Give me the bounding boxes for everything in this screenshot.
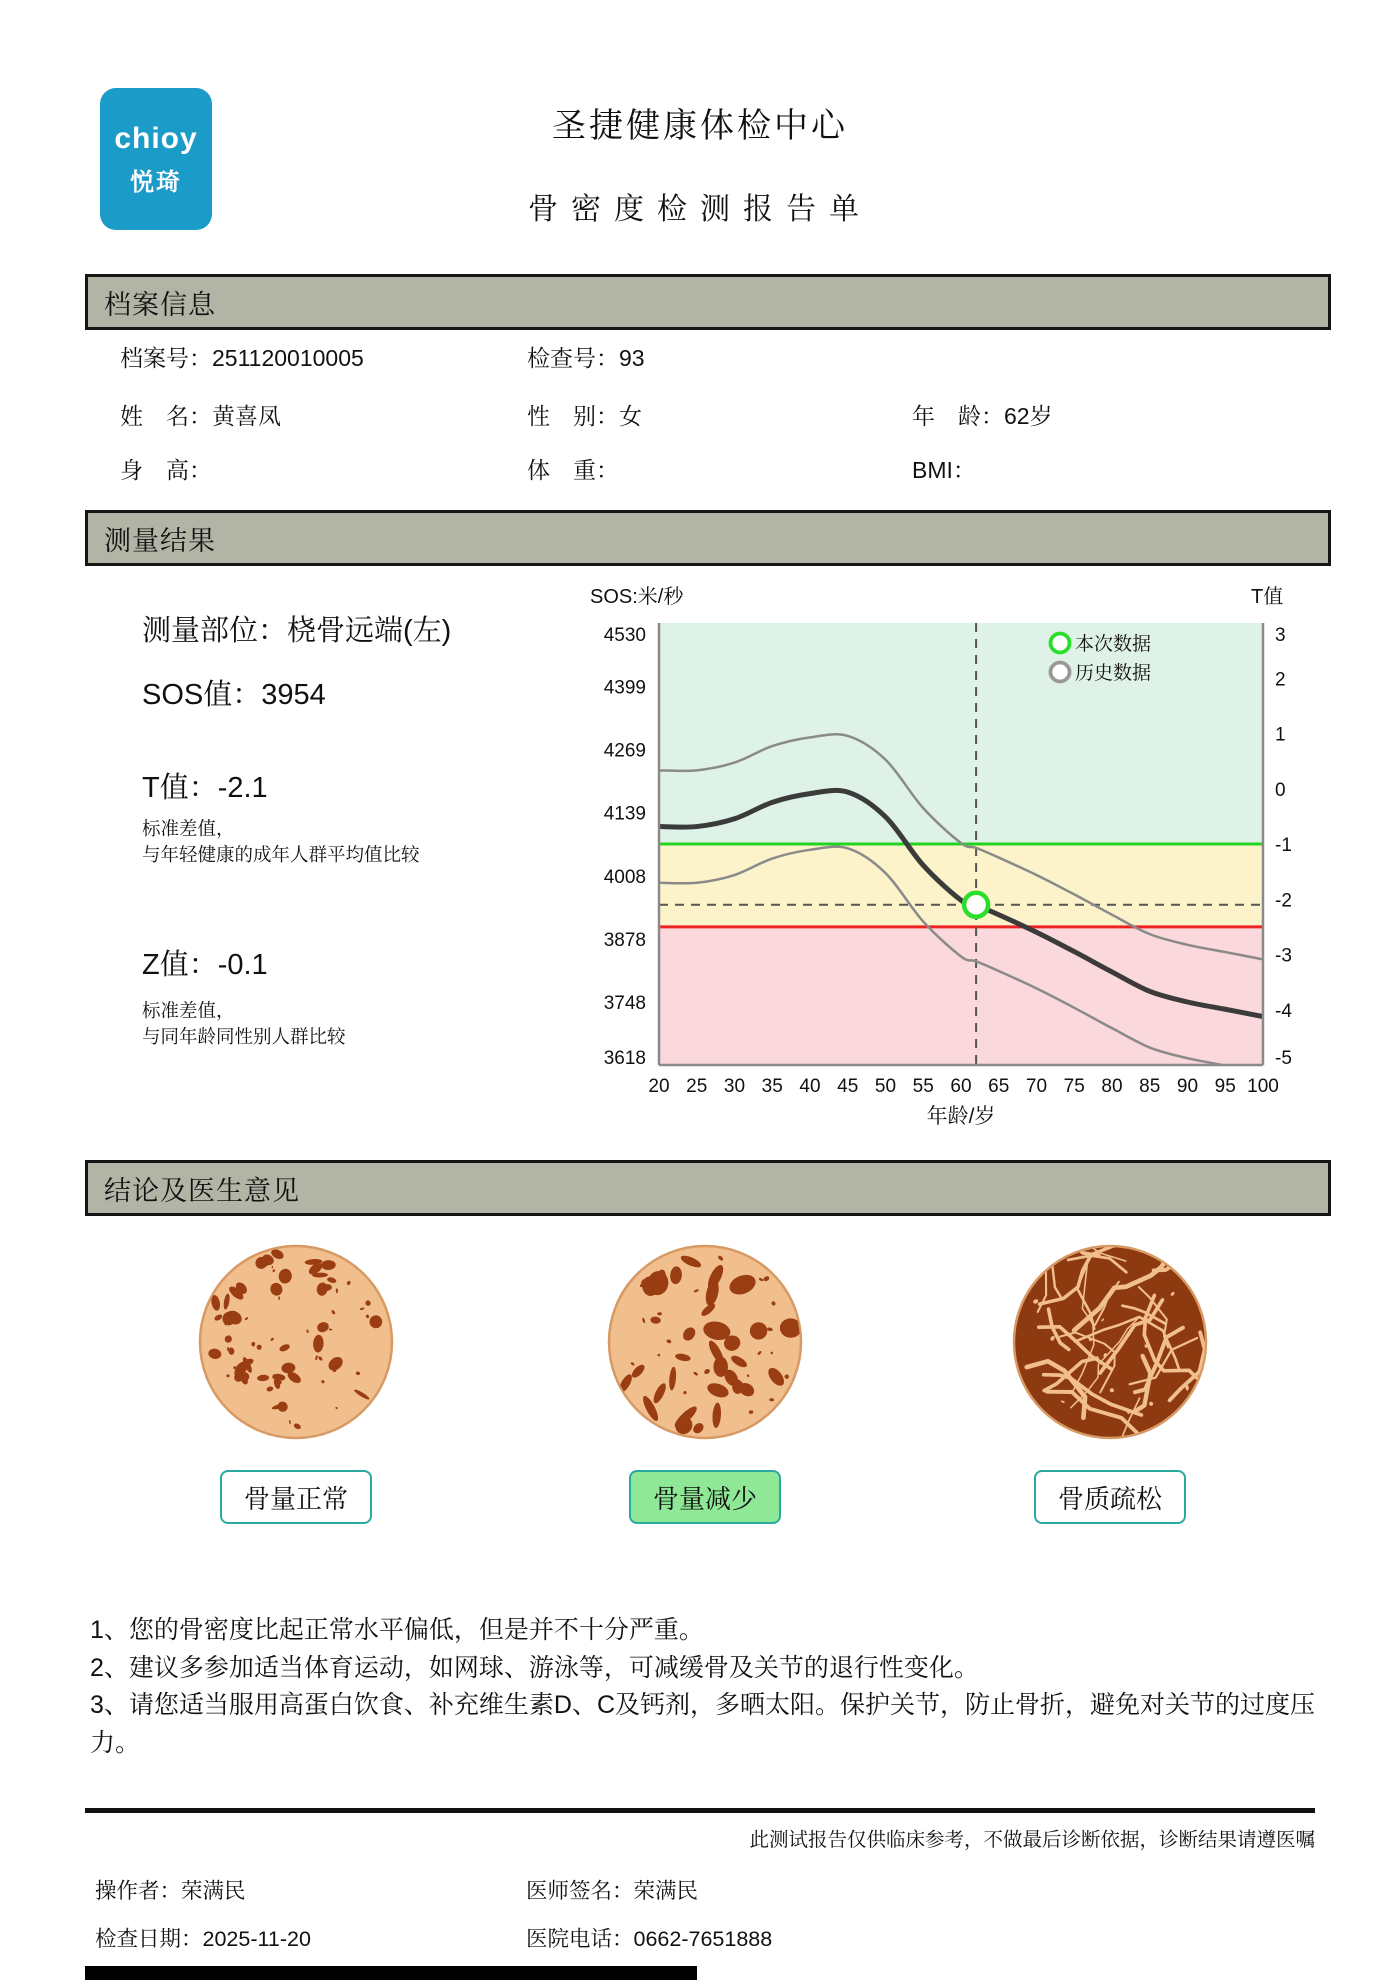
category-label-osteoporosis (1034, 1470, 1186, 1524)
category-text: 骨量减少 (652, 1483, 758, 1514)
t-score-number: -2.1 (217, 772, 268, 804)
t-tick-label: 1 (1275, 724, 1286, 746)
t-tick-label: 0 (1275, 779, 1286, 801)
sos-tick-label: 4399 (603, 677, 646, 699)
bone-density-osteopenia-image (603, 1240, 807, 1444)
z-note-line2: 与同年龄同性别人群比较 (142, 1026, 346, 1047)
z-score-note (142, 998, 346, 1050)
field-bmi (912, 452, 976, 485)
operator-label: 操作者： (95, 1879, 182, 1903)
section-header-results (85, 510, 1331, 566)
z-score (142, 942, 268, 983)
category-label-osteopenia (629, 1470, 781, 1524)
section-title-profile: 档案信息 (104, 289, 216, 320)
legend-label: 本次数据 (1075, 634, 1152, 655)
sos-number: 3954 (261, 679, 326, 711)
age-tick-label: 45 (837, 1076, 859, 1097)
advice-line-2: 2、建议多参加适当体育运动，如网球、游泳等，可减缓骨及关节的退行性变化。 (90, 1653, 979, 1682)
field-weight (527, 452, 619, 485)
field-age (912, 398, 1053, 431)
z-score-number: -0.1 (217, 949, 268, 981)
logo-wordmark: chioy (114, 121, 198, 155)
age-tick-label: 90 (1176, 1076, 1199, 1097)
age-tick-label: 55 (912, 1076, 934, 1097)
age-tick-label: 80 (1101, 1076, 1123, 1097)
t-score-note (142, 816, 420, 868)
sos-tick-label: 4269 (603, 740, 646, 762)
field-exam-number (527, 340, 645, 373)
hospital-phone-field (526, 1922, 772, 1953)
legend-marker-current (1051, 634, 1070, 653)
disclaimer-text: 此测试报告仅供临床参考，不做最后诊断依据，诊断结果请遵医嘱 (749, 1829, 1315, 1851)
measure-site-label: 测量部位： (142, 615, 288, 647)
sos-tick-label: 3618 (603, 1048, 646, 1069)
age-tick-label: 50 (874, 1076, 897, 1097)
logo-chinese-name: 悦琦 (130, 168, 182, 196)
footer-divider (85, 1808, 1315, 1813)
field-value: 女 (619, 403, 642, 429)
page-title: 圣捷健康体检中心 (552, 107, 848, 145)
age-tick-label: 25 (686, 1076, 708, 1097)
age-tick-label: 85 (1139, 1076, 1161, 1097)
sos-tick-label: 3748 (603, 992, 646, 1014)
t-tick-label: -4 (1275, 1000, 1292, 1022)
sos-tick-label: 4530 (603, 625, 646, 646)
x-axis-title: 年龄/岁 (926, 1105, 996, 1128)
advice-line-1: 1、您的骨密度比起正常水平偏低，但是并不十分严重。 (90, 1616, 704, 1644)
field-file-number (120, 340, 364, 373)
t-tick-label: -3 (1275, 945, 1292, 967)
section-header-profile (85, 274, 1331, 330)
age-tick-label: 40 (799, 1076, 821, 1097)
y-right-axis-title: T值 (1251, 586, 1284, 608)
field-sex (527, 398, 642, 431)
category-text: 骨量正常 (243, 1483, 349, 1514)
t-score-label: T值： (142, 772, 218, 804)
z-score-label: Z值： (142, 949, 218, 981)
field-label: 姓 名： (120, 403, 212, 429)
field-label: 体 重： (527, 457, 619, 483)
t-note-line1: 标准差值， (142, 818, 235, 839)
measure-site-value: 桡骨远端(左) (287, 615, 452, 647)
sos-age-chart (540, 575, 1330, 1135)
age-tick-label: 35 (761, 1076, 783, 1097)
y-left-axis-title: SOS:米/秒 (590, 586, 684, 608)
phone-label: 医院电话： (526, 1927, 634, 1951)
t-tick-label: -2 (1275, 890, 1292, 912)
field-value: 93 (619, 345, 645, 371)
operator-name: 荣满民 (181, 1879, 246, 1903)
sos-tick-label: 4008 (603, 866, 646, 888)
doctor-signature-field (526, 1874, 698, 1905)
field-label: 年 龄： (912, 403, 1004, 429)
field-height (120, 452, 212, 485)
doctor-advice (90, 1612, 1328, 1762)
sos-tick-label: 3878 (603, 929, 646, 951)
age-tick-label: 65 (988, 1076, 1010, 1097)
section-title-results: 测量结果 (104, 525, 216, 556)
doctor-label: 医师签名： (526, 1879, 634, 1903)
t-tick-label: 2 (1275, 669, 1286, 691)
z-note-line1: 标准差值， (142, 1000, 235, 1021)
age-tick-label: 95 (1214, 1076, 1236, 1097)
field-name (120, 398, 281, 431)
field-label: 档案号： (120, 345, 212, 371)
age-tick-label: 75 (1063, 1076, 1085, 1097)
field-label: 检查号： (527, 345, 619, 371)
measure-site (142, 608, 451, 649)
t-score (142, 765, 268, 806)
doctor-name: 荣满民 (633, 1879, 699, 1903)
sos-value (142, 672, 326, 713)
operator-field (95, 1874, 246, 1905)
legend-label: 历史数据 (1075, 663, 1152, 684)
age-tick-label: 20 (648, 1076, 670, 1097)
date-label: 检查日期： (95, 1927, 203, 1951)
section-title-conclusion: 结论及医生意见 (104, 1175, 300, 1206)
category-label-normal (220, 1470, 372, 1524)
age-tick-label: 60 (950, 1076, 972, 1097)
bone-density-normal-image (194, 1240, 398, 1444)
t-tick-label: -1 (1275, 835, 1292, 856)
age-tick-label: 100 (1247, 1076, 1279, 1097)
t-note-line2: 与年轻健康的成年人群平均值比较 (142, 844, 420, 865)
current-measurement-point (964, 893, 988, 917)
age-tick-label: 70 (1025, 1076, 1048, 1097)
category-text: 骨质疏松 (1057, 1483, 1163, 1514)
t-tick-label: 3 (1275, 625, 1286, 646)
sos-tick-label: 4139 (603, 803, 646, 825)
date-value: 2025-11-20 (202, 1927, 311, 1951)
phone-value: 0662-7651888 (633, 1927, 773, 1951)
legend-marker-history (1051, 663, 1070, 682)
field-value: 黄喜凤 (212, 403, 281, 429)
field-value: 62岁 (1004, 403, 1053, 429)
zone-osteopenia (659, 844, 1263, 927)
age-tick-label: 30 (723, 1076, 746, 1097)
section-header-conclusion (85, 1160, 1331, 1216)
bone-density-osteoporosis-image (1008, 1240, 1212, 1444)
report-subtitle: 骨密度检测报告单 (528, 193, 872, 226)
exam-date-field (95, 1922, 311, 1953)
field-value: 251120010005 (212, 345, 364, 371)
field-label: 身 高： (120, 457, 212, 483)
field-label: BMI： (912, 457, 976, 483)
advice-line-3: 3、请您适当服用高蛋白饮食、补充维生素D、C及钙剂，多晒太阳。保护关节，防止骨折，避免对关节的过度压力。 (90, 1691, 1316, 1757)
t-tick-label: -5 (1275, 1048, 1292, 1069)
page-end-bar (85, 1966, 697, 1980)
field-label: 性 别： (527, 403, 619, 429)
sos-label: SOS值： (142, 679, 262, 711)
